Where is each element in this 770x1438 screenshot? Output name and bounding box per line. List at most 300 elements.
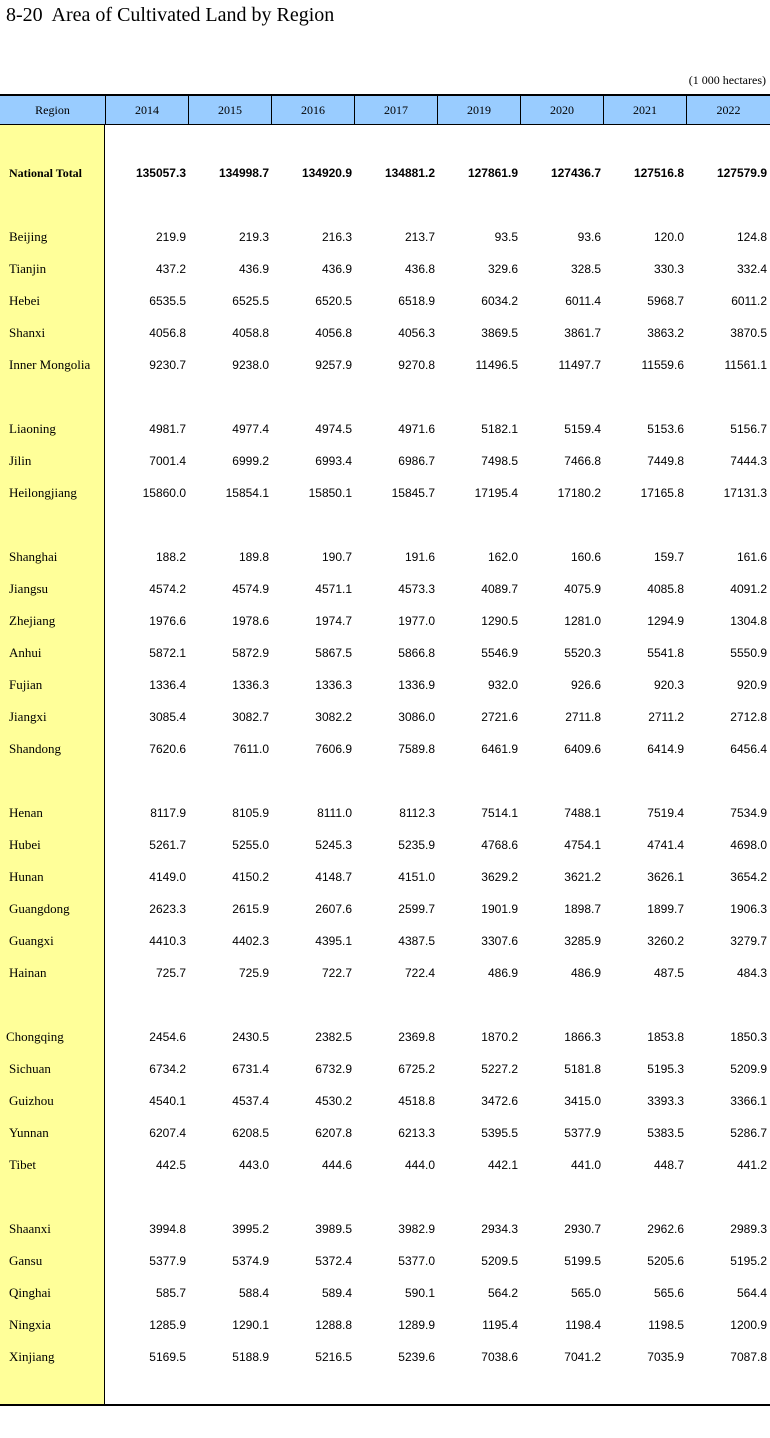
value-cell: 5377.0 <box>398 1254 435 1268</box>
table-row <box>0 1059 770 1079</box>
value-cell: 5377.9 <box>564 1126 601 1140</box>
value-cell: 6207.8 <box>315 1126 352 1140</box>
value-cell: 216.3 <box>321 230 352 244</box>
value-cell: 564.2 <box>487 1286 518 1300</box>
value-cell: 5188.9 <box>232 1350 269 1364</box>
value-cell: 725.7 <box>155 966 186 980</box>
value-cell: 2623.3 <box>149 902 186 916</box>
header-year: 2020 <box>520 96 603 124</box>
value-cell: 5550.9 <box>730 646 767 660</box>
value-cell: 443.0 <box>238 1158 269 1172</box>
value-cell: 134881.2 <box>384 166 435 180</box>
value-cell: 4754.1 <box>564 838 601 852</box>
value-cell: 487.5 <box>653 966 684 980</box>
value-cell: 5245.3 <box>315 838 352 852</box>
value-cell: 5395.5 <box>481 1126 518 1140</box>
value-cell: 436.9 <box>238 262 269 276</box>
value-cell: 3260.2 <box>647 934 684 948</box>
value-cell: 5209.5 <box>481 1254 518 1268</box>
region-name: Fujian <box>9 677 43 692</box>
table-row <box>0 1315 770 1335</box>
value-cell: 135057.3 <box>135 166 186 180</box>
region-name: Hebei <box>9 293 41 308</box>
value-cell: 5520.3 <box>564 646 601 660</box>
value-cell: 4571.1 <box>315 582 352 596</box>
table-row <box>0 611 770 631</box>
region-name: Jiangxi <box>9 709 47 724</box>
table-row <box>0 1347 770 1367</box>
region-name: Shandong <box>9 741 61 756</box>
value-cell: 2989.3 <box>730 1222 767 1236</box>
value-cell: 565.6 <box>653 1286 684 1300</box>
value-cell: 134920.9 <box>301 166 352 180</box>
value-cell: 3366.1 <box>730 1094 767 1108</box>
value-cell: 564.4 <box>736 1286 767 1300</box>
region-name: Gansu <box>9 1253 43 1268</box>
value-cell: 190.7 <box>321 550 352 564</box>
region-name: Chongqing <box>6 1029 64 1044</box>
table-row <box>0 899 770 919</box>
value-cell: 5169.5 <box>149 1350 186 1364</box>
region-name: Hunan <box>9 869 44 884</box>
value-cell: 5239.6 <box>398 1350 435 1364</box>
value-cell: 920.3 <box>653 678 684 692</box>
value-cell: 3082.2 <box>315 710 352 724</box>
value-cell: 3869.5 <box>481 326 518 340</box>
value-cell: 2369.8 <box>398 1030 435 1044</box>
value-cell: 4574.9 <box>232 582 269 596</box>
value-cell: 2711.8 <box>565 710 601 724</box>
value-cell: 8105.9 <box>232 806 269 820</box>
value-cell: 7038.6 <box>481 1350 518 1364</box>
value-cell: 5159.4 <box>564 422 601 436</box>
value-cell: 4540.1 <box>149 1094 186 1108</box>
value-cell: 93.5 <box>494 230 518 244</box>
value-cell: 5153.6 <box>647 422 684 436</box>
value-cell: 722.4 <box>404 966 435 980</box>
value-cell: 484.3 <box>736 966 767 980</box>
value-cell: 4698.0 <box>730 838 767 852</box>
value-cell: 444.6 <box>321 1158 352 1172</box>
value-cell: 4573.3 <box>398 582 435 596</box>
value-cell: 2934.3 <box>481 1222 518 1236</box>
value-cell: 2599.7 <box>398 902 435 916</box>
unit-label: (1 000 hectares) <box>688 73 766 87</box>
value-cell: 5872.9 <box>232 646 269 660</box>
region-name: Shaanxi <box>9 1221 51 1236</box>
value-cell: 6999.2 <box>232 454 269 468</box>
value-cell: 7449.8 <box>647 454 684 468</box>
value-cell: 127516.8 <box>633 166 684 180</box>
table-row <box>0 803 770 823</box>
bottom-rule <box>0 1404 770 1406</box>
table-row <box>0 547 770 567</box>
value-cell: 8117.9 <box>150 806 186 820</box>
value-cell: 127436.7 <box>550 166 601 180</box>
value-cell: 4574.2 <box>149 582 186 596</box>
value-cell: 442.1 <box>487 1158 518 1172</box>
value-cell: 1294.9 <box>647 614 684 628</box>
value-cell: 7519.4 <box>647 806 684 820</box>
header-region: Region <box>35 103 70 117</box>
value-cell: 1198.4 <box>565 1318 601 1332</box>
value-cell: 5372.4 <box>315 1254 352 1268</box>
value-cell: 11559.6 <box>641 358 684 372</box>
value-cell: 189.8 <box>238 550 269 564</box>
table-row <box>0 579 770 599</box>
value-cell: 1304.8 <box>730 614 767 628</box>
table-row <box>0 227 770 247</box>
header-year: 2019 <box>437 96 520 124</box>
value-cell: 6213.3 <box>398 1126 435 1140</box>
value-cell: 188.2 <box>155 550 186 564</box>
value-cell: 3995.2 <box>232 1222 269 1236</box>
value-cell: 1290.5 <box>481 614 518 628</box>
value-cell: 5205.6 <box>647 1254 684 1268</box>
table-row <box>0 1091 770 1111</box>
value-cell: 436.9 <box>321 262 352 276</box>
value-cell: 1853.8 <box>647 1030 684 1044</box>
value-cell: 330.3 <box>653 262 684 276</box>
value-cell: 7589.8 <box>398 742 435 756</box>
value-cell: 6518.9 <box>398 294 435 308</box>
value-cell: 565.0 <box>570 1286 601 1300</box>
value-cell: 7087.8 <box>730 1350 767 1364</box>
value-cell: 2615.9 <box>232 902 269 916</box>
table-row <box>0 1123 770 1143</box>
table-row <box>0 1283 770 1303</box>
value-cell: 332.4 <box>736 262 767 276</box>
value-cell: 5374.9 <box>232 1254 269 1268</box>
value-cell: 444.0 <box>404 1158 435 1172</box>
value-cell: 219.9 <box>155 230 186 244</box>
value-cell: 4768.6 <box>481 838 518 852</box>
value-cell: 3086.0 <box>398 710 435 724</box>
value-cell: 725.9 <box>238 966 269 980</box>
value-cell: 17195.4 <box>474 486 518 500</box>
value-cell: 6731.4 <box>232 1062 269 1076</box>
value-cell: 1290.1 <box>232 1318 269 1332</box>
value-cell: 5872.1 <box>149 646 186 660</box>
value-cell: 1285.9 <box>149 1318 186 1332</box>
value-cell: 1974.7 <box>315 614 352 628</box>
value-cell: 3285.9 <box>564 934 601 948</box>
value-cell: 2712.8 <box>730 710 767 724</box>
region-name: Tianjin <box>9 261 47 276</box>
value-cell: 3085.4 <box>149 710 186 724</box>
value-cell: 6011.4 <box>565 294 601 308</box>
value-cell: 5546.9 <box>481 646 518 660</box>
value-cell: 7488.1 <box>564 806 601 820</box>
region-name: National Total <box>9 166 83 180</box>
value-cell: 486.9 <box>570 966 601 980</box>
value-cell: 15845.7 <box>391 486 435 500</box>
value-cell: 191.6 <box>404 550 435 564</box>
value-cell: 3621.2 <box>564 870 601 884</box>
value-cell: 6011.2 <box>731 294 767 308</box>
value-cell: 2721.6 <box>481 710 518 724</box>
table-row <box>0 739 770 759</box>
value-cell: 3082.7 <box>232 710 269 724</box>
value-cell: 4089.7 <box>481 582 518 596</box>
value-cell: 4387.5 <box>398 934 435 948</box>
value-cell: 3863.2 <box>647 326 684 340</box>
header-year: 2015 <box>188 96 271 124</box>
value-cell: 4518.8 <box>398 1094 435 1108</box>
value-cell: 722.7 <box>321 966 352 980</box>
value-cell: 932.0 <box>487 678 518 692</box>
value-cell: 3982.9 <box>398 1222 435 1236</box>
value-cell: 134998.7 <box>218 166 269 180</box>
value-cell: 7041.2 <box>564 1350 601 1364</box>
region-name: Tibet <box>9 1157 36 1172</box>
value-cell: 4395.1 <box>315 934 352 948</box>
value-cell: 5209.9 <box>730 1062 767 1076</box>
table-row <box>0 483 770 503</box>
value-cell: 93.6 <box>577 230 601 244</box>
table-row <box>0 259 770 279</box>
value-cell: 7466.8 <box>564 454 601 468</box>
value-cell: 6535.5 <box>149 294 186 308</box>
value-cell: 159.7 <box>653 550 684 564</box>
value-cell: 4977.4 <box>232 422 269 436</box>
region-name: Shanghai <box>9 549 58 564</box>
value-cell: 1336.3 <box>232 678 269 692</box>
value-cell: 161.6 <box>736 550 767 564</box>
value-cell: 17165.8 <box>640 486 684 500</box>
region-name: Liaoning <box>9 421 56 436</box>
value-cell: 3307.6 <box>481 934 518 948</box>
value-cell: 6986.7 <box>398 454 435 468</box>
value-cell: 124.8 <box>736 230 767 244</box>
value-cell: 1336.9 <box>398 678 435 692</box>
value-cell: 4056.8 <box>149 326 186 340</box>
region-name: Zhejiang <box>9 613 56 628</box>
region-name: Hubei <box>9 837 41 852</box>
value-cell: 9257.9 <box>315 358 352 372</box>
value-cell: 4741.4 <box>647 838 684 852</box>
table-row <box>0 963 770 983</box>
region-name: Guangdong <box>9 901 70 916</box>
value-cell: 5227.2 <box>481 1062 518 1076</box>
value-cell: 127579.9 <box>716 166 767 180</box>
value-cell: 4056.8 <box>315 326 352 340</box>
value-cell: 4075.9 <box>564 582 601 596</box>
value-cell: 6034.2 <box>481 294 518 308</box>
value-cell: 1289.9 <box>398 1318 435 1332</box>
value-cell: 5867.5 <box>315 646 352 660</box>
value-cell: 9270.8 <box>398 358 435 372</box>
table-row <box>0 675 770 695</box>
value-cell: 6734.2 <box>149 1062 186 1076</box>
region-name: Sichuan <box>9 1061 51 1076</box>
value-cell: 4085.8 <box>647 582 684 596</box>
value-cell: 5216.5 <box>315 1350 352 1364</box>
value-cell: 5968.7 <box>647 294 684 308</box>
table-row <box>0 643 770 663</box>
region-name: Guizhou <box>9 1093 54 1108</box>
value-cell: 6208.5 <box>232 1126 269 1140</box>
value-cell: 4150.2 <box>232 870 269 884</box>
value-cell: 920.9 <box>736 678 767 692</box>
value-cell: 5255.0 <box>232 838 269 852</box>
value-cell: 1195.4 <box>482 1318 518 1332</box>
table-row <box>0 291 770 311</box>
value-cell: 5383.5 <box>647 1126 684 1140</box>
value-cell: 7035.9 <box>647 1350 684 1364</box>
value-cell: 4056.3 <box>398 326 435 340</box>
region-name: Heilongjiang <box>9 485 77 500</box>
region-name: Henan <box>9 805 43 820</box>
value-cell: 3415.0 <box>564 1094 601 1108</box>
value-cell: 160.6 <box>570 550 601 564</box>
region-name: Xinjiang <box>9 1349 55 1364</box>
table-row <box>0 1155 770 1175</box>
value-cell: 4410.3 <box>149 934 186 948</box>
value-cell: 8111.0 <box>317 806 352 820</box>
value-cell: 436.8 <box>404 262 435 276</box>
value-cell: 6525.5 <box>232 294 269 308</box>
header-year: 2014 <box>105 96 188 124</box>
value-cell: 9230.7 <box>149 358 186 372</box>
national-total-row <box>0 163 770 183</box>
region-name: Yunnan <box>9 1125 49 1140</box>
value-cell: 4402.3 <box>232 934 269 948</box>
value-cell: 7620.6 <box>149 742 186 756</box>
value-cell: 437.2 <box>155 262 186 276</box>
value-cell: 162.0 <box>487 550 518 564</box>
value-cell: 4981.7 <box>149 422 186 436</box>
value-cell: 2711.2 <box>648 710 684 724</box>
value-cell: 17180.2 <box>557 486 601 500</box>
value-cell: 2962.6 <box>647 1222 684 1236</box>
value-cell: 213.7 <box>404 230 435 244</box>
value-cell: 926.6 <box>570 678 601 692</box>
table-row <box>0 323 770 343</box>
value-cell: 5199.5 <box>564 1254 601 1268</box>
table-row <box>0 867 770 887</box>
table-row <box>0 1027 770 1047</box>
value-cell: 7514.1 <box>481 806 518 820</box>
value-cell: 590.1 <box>404 1286 435 1300</box>
table-row <box>0 707 770 727</box>
value-cell: 7534.9 <box>730 806 767 820</box>
value-cell: 6456.4 <box>730 742 767 756</box>
value-cell: 2430.5 <box>232 1030 269 1044</box>
value-cell: 3989.5 <box>315 1222 352 1236</box>
value-cell: 1336.3 <box>315 678 352 692</box>
value-cell: 588.4 <box>238 1286 269 1300</box>
header-year: 2016 <box>271 96 354 124</box>
value-cell: 589.4 <box>321 1286 352 1300</box>
value-cell: 4148.7 <box>315 870 352 884</box>
value-cell: 1906.3 <box>730 902 767 916</box>
region-name: Jilin <box>9 453 32 468</box>
value-cell: 5182.1 <box>481 422 518 436</box>
value-cell: 3870.5 <box>730 326 767 340</box>
value-cell: 2930.7 <box>564 1222 601 1236</box>
value-cell: 1850.3 <box>730 1030 767 1044</box>
value-cell: 4058.8 <box>232 326 269 340</box>
region-name: Hainan <box>9 965 47 980</box>
value-cell: 4149.0 <box>149 870 186 884</box>
value-cell: 585.7 <box>155 1286 186 1300</box>
value-cell: 5156.7 <box>730 422 767 436</box>
value-cell: 219.3 <box>238 230 269 244</box>
value-cell: 5235.9 <box>398 838 435 852</box>
value-cell: 328.5 <box>570 262 601 276</box>
value-cell: 4537.4 <box>232 1094 269 1108</box>
value-cell: 1281.0 <box>564 614 601 628</box>
value-cell: 1200.9 <box>730 1318 767 1332</box>
value-cell: 5866.8 <box>398 646 435 660</box>
value-cell: 1901.9 <box>481 902 518 916</box>
value-cell: 7611.0 <box>233 742 269 756</box>
value-cell: 7444.3 <box>730 454 767 468</box>
region-name: Qinghai <box>9 1285 51 1300</box>
value-cell: 1870.2 <box>481 1030 518 1044</box>
value-cell: 9238.0 <box>232 358 269 372</box>
value-cell: 1976.6 <box>149 614 186 628</box>
value-cell: 6461.9 <box>481 742 518 756</box>
value-cell: 7001.4 <box>149 454 186 468</box>
value-cell: 15854.1 <box>225 486 269 500</box>
value-cell: 11497.7 <box>558 358 601 372</box>
value-cell: 17131.3 <box>723 486 767 500</box>
table-row <box>0 835 770 855</box>
value-cell: 5261.7 <box>149 838 186 852</box>
value-cell: 486.9 <box>487 966 518 980</box>
value-cell: 4530.2 <box>315 1094 352 1108</box>
value-cell: 1899.7 <box>647 902 684 916</box>
value-cell: 1288.8 <box>315 1318 352 1332</box>
value-cell: 120.0 <box>653 230 684 244</box>
value-cell: 6520.5 <box>315 294 352 308</box>
value-cell: 4091.2 <box>730 582 767 596</box>
table-row <box>0 931 770 951</box>
value-cell: 127861.9 <box>467 166 518 180</box>
value-cell: 15850.1 <box>308 486 352 500</box>
value-cell: 1866.3 <box>564 1030 601 1044</box>
region-name: Ningxia <box>9 1317 51 1332</box>
value-cell: 442.5 <box>155 1158 186 1172</box>
header-year: 2022 <box>686 96 770 124</box>
value-cell: 5286.7 <box>730 1126 767 1140</box>
value-cell: 11561.1 <box>724 358 767 372</box>
value-cell: 4971.6 <box>398 422 435 436</box>
value-cell: 2454.6 <box>149 1030 186 1044</box>
value-cell: 8112.3 <box>399 806 435 820</box>
region-name: Anhui <box>9 645 42 660</box>
value-cell: 3393.3 <box>647 1094 684 1108</box>
value-cell: 1336.4 <box>149 678 186 692</box>
table-row <box>0 419 770 439</box>
value-cell: 5377.9 <box>149 1254 186 1268</box>
value-cell: 7498.5 <box>481 454 518 468</box>
value-cell: 11496.5 <box>475 358 518 372</box>
value-cell: 3861.7 <box>564 326 601 340</box>
region-name: Jiangsu <box>9 581 48 596</box>
region-name: Shanxi <box>9 325 46 340</box>
value-cell: 7606.9 <box>315 742 352 756</box>
value-cell: 3626.1 <box>647 870 684 884</box>
value-cell: 4974.5 <box>315 422 352 436</box>
value-cell: 2382.5 <box>315 1030 352 1044</box>
header-year: 2017 <box>354 96 437 124</box>
value-cell: 448.7 <box>653 1158 684 1172</box>
value-cell: 441.2 <box>736 1158 767 1172</box>
value-cell: 3279.7 <box>730 934 767 948</box>
